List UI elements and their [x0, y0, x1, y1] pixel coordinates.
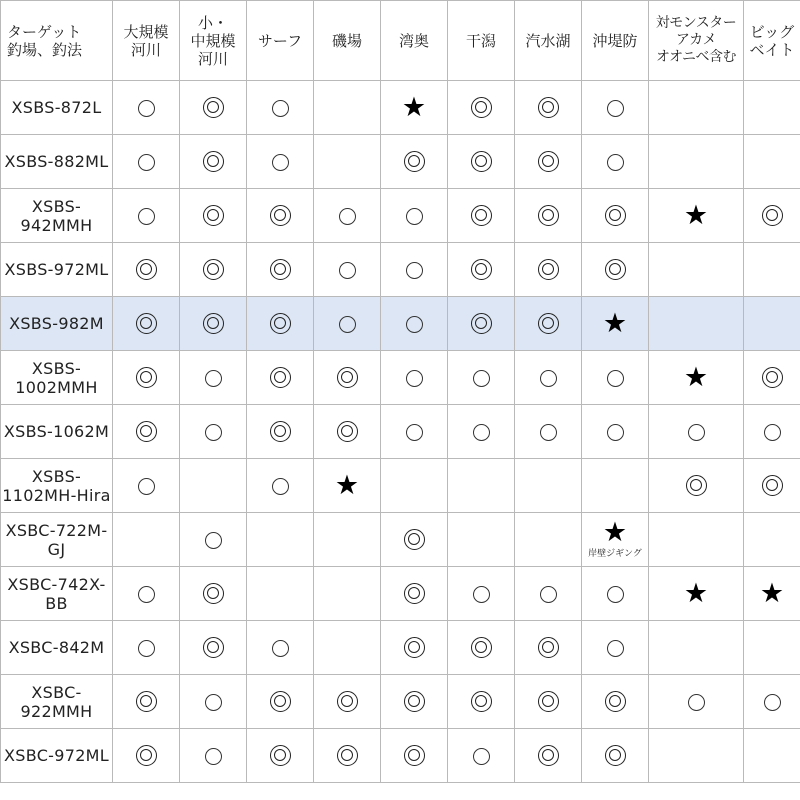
double-circle-mark: [471, 637, 492, 658]
rating-cell: [247, 675, 314, 729]
rating-cell: [180, 135, 247, 189]
double-circle-mark: [471, 205, 492, 226]
rating-cell: [381, 513, 448, 567]
double-circle-mark: [404, 637, 425, 658]
rating-cell: [582, 81, 649, 135]
rating-cell: [515, 675, 582, 729]
star-mark: ★: [683, 578, 709, 609]
double-circle-mark: [270, 259, 291, 280]
rating-cell: [113, 189, 180, 243]
model-name: XSBS-1062M: [1, 405, 113, 459]
circle-mark: [473, 370, 490, 387]
circle-mark: [764, 694, 781, 711]
circle-mark: [540, 586, 557, 603]
rating-cell: [582, 729, 649, 783]
double-circle-mark: [538, 313, 559, 334]
double-circle-mark: [538, 151, 559, 172]
rating-cell: [515, 243, 582, 297]
circle-mark: [473, 586, 490, 603]
double-circle-mark: [471, 691, 492, 712]
rating-cell: [113, 459, 180, 513]
rating-cell: [314, 621, 381, 675]
rating-cell: [515, 189, 582, 243]
rating-cell: [744, 621, 800, 675]
rating-cell: [247, 729, 314, 783]
rating-cell: [180, 621, 247, 675]
rating-cell: [744, 189, 800, 243]
double-circle-mark: [203, 313, 224, 334]
double-circle-mark: [471, 259, 492, 280]
rating-cell: [649, 189, 744, 243]
model-name: XSBS- 1102MH-Hira: [1, 459, 113, 513]
circle-mark: [540, 370, 557, 387]
model-name: XSBS-882ML: [1, 135, 113, 189]
rating-cell: [180, 513, 247, 567]
rating-cell: [582, 351, 649, 405]
double-circle-mark: [762, 367, 783, 388]
double-circle-mark: [404, 151, 425, 172]
rating-cell: [113, 621, 180, 675]
double-circle-mark: [404, 529, 425, 550]
rating-cell: [515, 567, 582, 621]
column-header: 対モンスター アカメ オオニベ含む: [649, 1, 744, 81]
rating-cell: [180, 405, 247, 459]
rating-cell: [381, 459, 448, 513]
double-circle-mark: [538, 259, 559, 280]
double-circle-mark: [203, 637, 224, 658]
rating-cell: [180, 243, 247, 297]
rating-cell: [649, 729, 744, 783]
double-circle-mark: [337, 421, 358, 442]
circle-mark: [339, 316, 356, 333]
circle-mark: [607, 640, 624, 657]
rating-cell: [649, 675, 744, 729]
model-name: XSBS-972ML: [1, 243, 113, 297]
rating-cell: [180, 351, 247, 405]
rating-cell: [314, 459, 381, 513]
circle-mark: [607, 370, 624, 387]
column-header: 干潟: [448, 1, 515, 81]
rating-cell: [649, 567, 744, 621]
circle-mark: [138, 154, 155, 171]
rating-cell: [247, 81, 314, 135]
rating-cell: [381, 405, 448, 459]
circle-mark: [406, 316, 423, 333]
rating-cell: [448, 297, 515, 351]
column-header: 磯場: [314, 1, 381, 81]
double-circle-mark: [270, 691, 291, 712]
rating-cell: [314, 297, 381, 351]
rating-cell: [744, 729, 800, 783]
rating-cell: [381, 135, 448, 189]
rating-cell: [448, 459, 515, 513]
rating-cell: [247, 621, 314, 675]
rating-cell: [582, 297, 649, 351]
double-circle-mark: [270, 421, 291, 442]
rating-cell: [448, 351, 515, 405]
circle-mark: [272, 478, 289, 495]
rating-cell: [314, 567, 381, 621]
star-mark: ★: [602, 308, 628, 339]
rating-cell: [448, 567, 515, 621]
rating-cell: [180, 297, 247, 351]
rating-cell: [744, 297, 800, 351]
model-name: XSBS- 1002MMH: [1, 351, 113, 405]
model-name: XSBC-742X- BB: [1, 567, 113, 621]
rating-cell: [515, 621, 582, 675]
rating-cell: [649, 621, 744, 675]
model-name: XSBC- 922MMH: [1, 675, 113, 729]
double-circle-mark: [136, 313, 157, 334]
double-circle-mark: [404, 583, 425, 604]
rating-cell: [180, 189, 247, 243]
rating-cell: [113, 729, 180, 783]
star-mark: ★: [401, 92, 427, 123]
rating-cell: [515, 135, 582, 189]
rating-cell: [180, 459, 247, 513]
circle-mark: [473, 748, 490, 765]
rating-cell: [744, 243, 800, 297]
table-row: [1, 405, 800, 459]
double-circle-mark: [538, 205, 559, 226]
rating-cell: [448, 621, 515, 675]
model-name: XSBS- 942MMH: [1, 189, 113, 243]
rating-cell: [744, 405, 800, 459]
column-header: ビッグ ベイト: [744, 1, 800, 81]
rating-cell: [515, 729, 582, 783]
double-circle-mark: [471, 97, 492, 118]
double-circle-mark: [605, 259, 626, 280]
rating-cell: [247, 567, 314, 621]
circle-mark: [473, 424, 490, 441]
rating-cell: [744, 351, 800, 405]
model-name: XSBC-842M: [1, 621, 113, 675]
double-circle-mark: [471, 151, 492, 172]
rating-cell: [582, 135, 649, 189]
double-circle-mark: [203, 151, 224, 172]
rating-cell: [247, 351, 314, 405]
column-header: 沖堤防: [582, 1, 649, 81]
rating-cell: [515, 297, 582, 351]
rating-cell: [113, 675, 180, 729]
double-circle-mark: [538, 745, 559, 766]
rating-cell: [314, 405, 381, 459]
table-row: [1, 459, 800, 513]
double-circle-mark: [270, 367, 291, 388]
star-mark: ★: [759, 578, 785, 609]
column-header: 汽水湖: [515, 1, 582, 81]
rating-cell: [744, 459, 800, 513]
rating-cell: [314, 81, 381, 135]
rating-cell: [649, 243, 744, 297]
rating-cell: [113, 567, 180, 621]
double-circle-mark: [404, 745, 425, 766]
circle-mark: [406, 262, 423, 279]
circle-mark: [540, 424, 557, 441]
table-row: [1, 135, 800, 189]
double-circle-mark: [136, 259, 157, 280]
rating-cell: [515, 81, 582, 135]
double-circle-mark: [538, 691, 559, 712]
double-circle-mark: [270, 313, 291, 334]
rating-cell: [381, 567, 448, 621]
rating-cell: [582, 243, 649, 297]
table-row: [1, 351, 800, 405]
circle-mark: [272, 100, 289, 117]
double-circle-mark: [203, 583, 224, 604]
rating-cell: [744, 513, 800, 567]
rating-cell: [381, 675, 448, 729]
header-target-label: ターゲット 釣場、釣法: [1, 1, 113, 81]
double-circle-mark: [337, 367, 358, 388]
table-row: [1, 513, 800, 567]
rating-cell: [180, 675, 247, 729]
rating-cell: [649, 459, 744, 513]
rating-cell: [448, 405, 515, 459]
rating-cell: [649, 351, 744, 405]
rating-cell: [247, 459, 314, 513]
rating-cell: [247, 189, 314, 243]
rating-cell: [649, 513, 744, 567]
circle-mark: [406, 370, 423, 387]
rating-cell: [381, 729, 448, 783]
rating-cell: [448, 243, 515, 297]
circle-mark: [272, 640, 289, 657]
rating-cell: [381, 81, 448, 135]
circle-mark: [406, 208, 423, 225]
model-name: XSBC-722M- GJ: [1, 513, 113, 567]
circle-mark: [205, 694, 222, 711]
rating-cell: [314, 351, 381, 405]
rating-cell: [381, 351, 448, 405]
table-body: [1, 81, 800, 783]
table-row: [1, 243, 800, 297]
rating-cell: [113, 81, 180, 135]
rating-cell: [649, 297, 744, 351]
double-circle-mark: [605, 205, 626, 226]
circle-mark: [138, 478, 155, 495]
circle-mark: [205, 424, 222, 441]
column-header: 大規模 河川: [113, 1, 180, 81]
rating-cell: [744, 135, 800, 189]
circle-mark: [688, 424, 705, 441]
rating-cell: [381, 621, 448, 675]
star-mark: ★: [602, 517, 628, 548]
rating-cell: [582, 621, 649, 675]
rating-cell: [448, 513, 515, 567]
table-row: [1, 675, 800, 729]
rating-cell: [649, 405, 744, 459]
table-row: [1, 297, 800, 351]
rating-cell: [113, 243, 180, 297]
double-circle-mark: [538, 637, 559, 658]
rating-cell: [582, 567, 649, 621]
rating-cell: [381, 243, 448, 297]
circle-mark: [138, 586, 155, 603]
circle-mark: [688, 694, 705, 711]
column-header: 小・ 中規模 河川: [180, 1, 247, 81]
circle-mark: [607, 154, 624, 171]
rating-cell: [180, 81, 247, 135]
double-circle-mark: [762, 475, 783, 496]
rating-cell: [582, 513, 649, 567]
double-circle-mark: [203, 205, 224, 226]
double-circle-mark: [136, 421, 157, 442]
model-name: XSBS-982M: [1, 297, 113, 351]
circle-mark: [205, 748, 222, 765]
circle-mark: [607, 586, 624, 603]
cell-note: 岸壁ジギング: [588, 549, 642, 559]
rating-cell: [113, 297, 180, 351]
rating-cell: [515, 405, 582, 459]
double-circle-mark: [404, 691, 425, 712]
circle-mark: [205, 532, 222, 549]
rating-cell: [515, 513, 582, 567]
rating-cell: [744, 81, 800, 135]
rating-cell: [314, 189, 381, 243]
header-row: [1, 1, 800, 81]
column-header: 湾奥: [381, 1, 448, 81]
double-circle-mark: [538, 97, 559, 118]
circle-mark: [205, 370, 222, 387]
double-circle-mark: [136, 745, 157, 766]
double-circle-mark: [605, 691, 626, 712]
table-row: [1, 567, 800, 621]
rating-cell: [247, 513, 314, 567]
double-circle-mark: [270, 745, 291, 766]
double-circle-mark: [203, 259, 224, 280]
rating-cell: [381, 297, 448, 351]
rating-cell: [448, 135, 515, 189]
rating-cell: [448, 189, 515, 243]
rating-cell: [448, 729, 515, 783]
circle-mark: [138, 208, 155, 225]
rating-cell: [247, 405, 314, 459]
model-name: XSBC-972ML: [1, 729, 113, 783]
rating-cell: [314, 729, 381, 783]
double-circle-mark: [337, 745, 358, 766]
rating-cell: [744, 675, 800, 729]
circle-mark: [339, 262, 356, 279]
rating-cell: [247, 297, 314, 351]
table-row: [1, 81, 800, 135]
column-header: サーフ: [247, 1, 314, 81]
circle-mark: [607, 100, 624, 117]
rating-cell: [582, 459, 649, 513]
circle-mark: [764, 424, 781, 441]
rating-cell: [180, 729, 247, 783]
rating-cell: [515, 459, 582, 513]
rating-cell: [247, 135, 314, 189]
circle-mark: [406, 424, 423, 441]
circle-mark: [138, 100, 155, 117]
rating-cell: [582, 675, 649, 729]
rating-cell: [515, 351, 582, 405]
rating-cell: [314, 243, 381, 297]
rating-cell: [314, 135, 381, 189]
star-mark: ★: [334, 470, 360, 501]
double-circle-mark: [270, 205, 291, 226]
rating-cell: [744, 567, 800, 621]
table-row: [1, 621, 800, 675]
circle-mark: [607, 424, 624, 441]
circle-mark: [138, 640, 155, 657]
star-mark: ★: [683, 200, 709, 231]
rating-cell: [448, 81, 515, 135]
double-circle-mark: [686, 475, 707, 496]
circle-mark: [339, 208, 356, 225]
star-mark: ★: [683, 362, 709, 393]
rating-cell: [381, 189, 448, 243]
circle-mark: [272, 154, 289, 171]
double-circle-mark: [136, 367, 157, 388]
double-circle-mark: [136, 691, 157, 712]
rating-cell: [314, 513, 381, 567]
table-row: [1, 729, 800, 783]
rating-cell: [314, 675, 381, 729]
double-circle-mark: [762, 205, 783, 226]
rating-cell: [113, 513, 180, 567]
table-row: [1, 189, 800, 243]
rating-cell: [113, 135, 180, 189]
double-circle-mark: [471, 313, 492, 334]
double-circle-mark: [605, 745, 626, 766]
rating-cell: [180, 567, 247, 621]
rating-cell: [448, 675, 515, 729]
model-name: XSBS-872L: [1, 81, 113, 135]
rating-cell: [582, 189, 649, 243]
rating-cell: [582, 405, 649, 459]
double-circle-mark: [337, 691, 358, 712]
rating-cell: [113, 405, 180, 459]
rating-cell: [113, 351, 180, 405]
double-circle-mark: [203, 97, 224, 118]
rating-cell: [649, 81, 744, 135]
rating-cell: [649, 135, 744, 189]
rating-cell: [247, 243, 314, 297]
